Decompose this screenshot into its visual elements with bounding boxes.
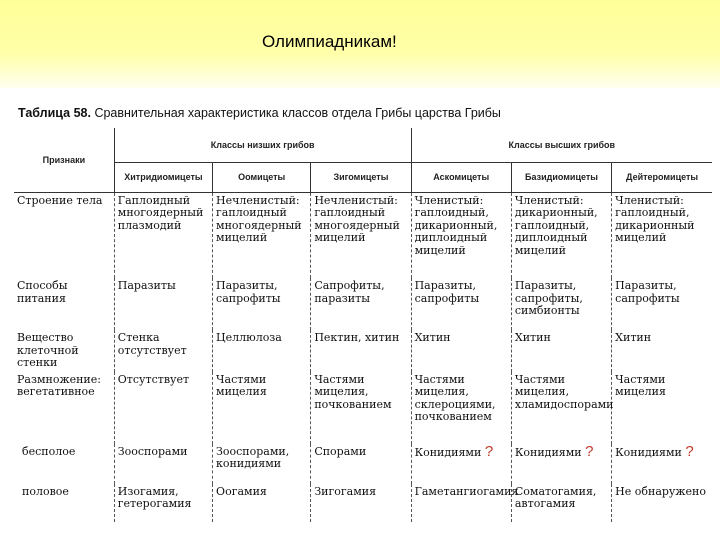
table-cell: Хитин xyxy=(411,330,511,372)
header-class-oomycetes: Оомицеты xyxy=(213,162,311,192)
table-cell: Спорами xyxy=(311,444,411,484)
table-cell xyxy=(411,444,511,484)
row-feature: половое xyxy=(22,484,69,498)
header-class-zygomycetes: Зигомицеты xyxy=(311,162,411,192)
header-class-chytridiomycetes: Хитридиомицеты xyxy=(114,162,212,192)
header-class-ascomycetes: Аскомицеты xyxy=(411,162,511,192)
table-row xyxy=(14,444,712,484)
table-cell: Членистый: гаплоидный, дикарионный, диплоидный мицелий xyxy=(411,192,511,278)
table-cell: Членистый: гаплоидный, дикарионный мицелий xyxy=(612,192,712,278)
row-feature: Размножение: вегетативное xyxy=(17,372,101,398)
table-cell: Стенка отсутствует xyxy=(114,330,212,372)
table-cell: Зооспорами, конидиями xyxy=(213,444,311,484)
header-higher-fungi: Классы высших грибов xyxy=(411,128,712,162)
table-row xyxy=(14,330,712,372)
table-cell: Частями мицелия, хламидоспорами xyxy=(511,372,611,444)
table-cell: Паразиты, сапрофиты, симбионты xyxy=(511,278,611,330)
table-cell: Паразиты, сапрофиты xyxy=(213,278,311,330)
table-cell: Соматогамия, автогамия xyxy=(511,484,611,522)
header-class-deuteromycetes: Дейтеромицеты xyxy=(612,162,712,192)
table-cell: Не обнаружено xyxy=(612,484,712,522)
row-feature: Вещество клеточной стенки xyxy=(17,331,79,369)
cell-text: Конидиями xyxy=(514,445,582,459)
table-cell: Хитин xyxy=(511,330,611,372)
question-mark: ? xyxy=(685,442,694,460)
table-row xyxy=(14,372,712,444)
header-lower-fungi: Классы низших грибов xyxy=(114,128,411,162)
table-row xyxy=(14,484,712,522)
table-cell: Частями мицелия xyxy=(213,372,311,444)
banner xyxy=(0,0,720,88)
table-cell: Оогамия xyxy=(213,484,311,522)
row-feature: Способы питания xyxy=(17,279,68,305)
table-cell: Нечленистый: гаплоидный многоядерный мицелий xyxy=(213,192,311,278)
question-mark: ? xyxy=(484,442,494,460)
table-cell: Отсутствует xyxy=(114,372,212,444)
table-cell: Паразиты xyxy=(114,278,212,330)
fungi-comparison-table xyxy=(14,128,712,522)
table-cell xyxy=(511,444,611,484)
table-cell: Изогамия, гетерогамия xyxy=(114,484,212,522)
table-cell: Сапрофиты, паразиты xyxy=(311,278,411,330)
table-cell: Членистый: дикарионный, гаплоидный, диплоидный мицелий xyxy=(511,192,611,278)
table-cell: Зооспорами xyxy=(114,444,212,484)
header-class-basidiomycetes: Базидиомицеты xyxy=(511,162,611,192)
table-cell: Хитин xyxy=(612,330,712,372)
table-cell: Зигогамия xyxy=(311,484,411,522)
row-feature: Строение тела xyxy=(17,193,103,207)
table-row xyxy=(14,278,712,330)
table-cell: Паразиты, сапрофиты xyxy=(612,278,712,330)
table-caption-label: Таблица 58. xyxy=(18,106,91,120)
table-cell: Целлюлоза xyxy=(213,330,311,372)
table-cell: Частями мицелия, почкованием xyxy=(311,372,411,444)
table-cell: Частями мицелия, склероциями, почкованием xyxy=(411,372,511,444)
slide-title: Олимпиадникам! xyxy=(262,32,397,51)
table-caption xyxy=(18,106,501,120)
comparison-table-sheet xyxy=(14,128,714,540)
table-cell: Пектин, хитин xyxy=(311,330,411,372)
table-row xyxy=(14,192,712,278)
table-cell: Частями мицелия xyxy=(612,372,712,444)
table-cell: Гаметангиогамия xyxy=(411,484,511,522)
table-cell xyxy=(612,444,712,484)
header-features: Признаки xyxy=(14,128,114,192)
cell-text: Конидиями xyxy=(414,445,482,459)
table-caption-text: Сравнительная характеристика классов отдела Грибы царства Грибы xyxy=(94,106,501,120)
row-feature: бесполое xyxy=(22,444,76,458)
table-cell: Паразиты, сапрофиты xyxy=(411,278,511,330)
table-cell: Гаплоидный многоядерный плазмодий xyxy=(114,192,212,278)
question-mark: ? xyxy=(585,442,594,460)
cell-text: Конидиями xyxy=(615,445,682,459)
table-cell: Нечленистый: гаплоидный многоядерный мицелий xyxy=(311,192,411,278)
